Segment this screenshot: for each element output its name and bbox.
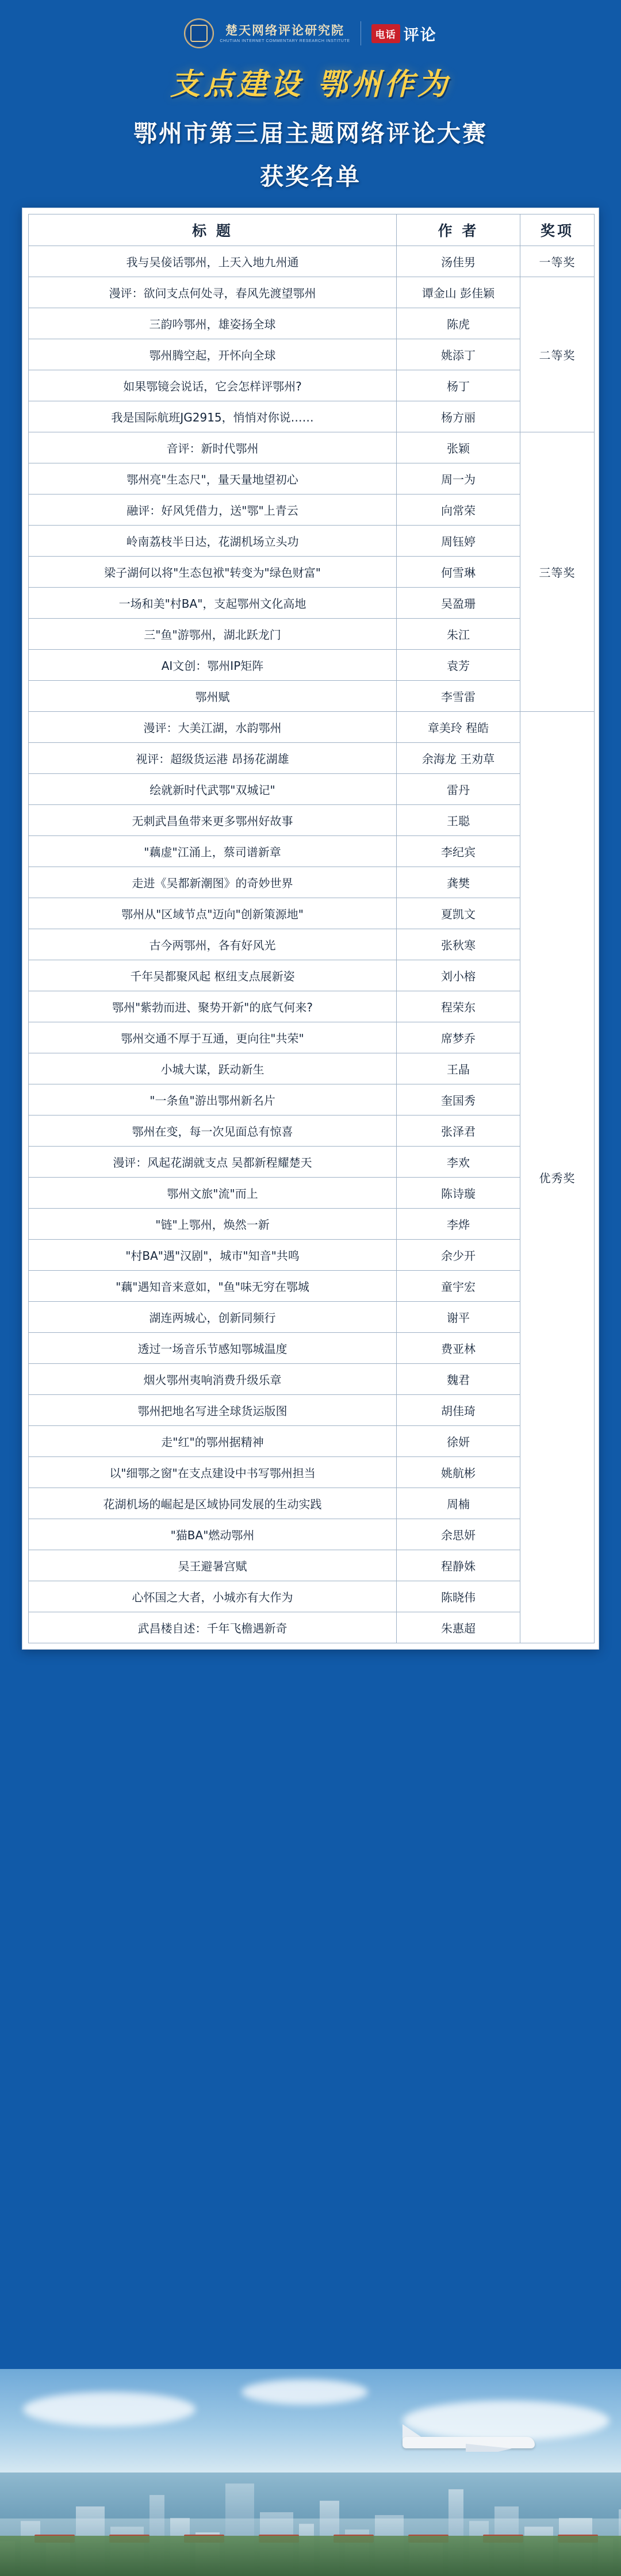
table-row — [29, 836, 595, 867]
cell-title: 漫评：大美江湖，水韵鄂州 — [29, 712, 397, 743]
table-row — [29, 277, 595, 308]
cell-author: 吴盈珊 — [397, 588, 520, 619]
institute-emblem-icon — [184, 18, 214, 48]
column-header-prize: 奖项 — [520, 214, 595, 246]
cell-title: 鄂州从"区域节点"迈向"创新策源地" — [29, 898, 397, 929]
table-row — [29, 1550, 595, 1581]
cell-prize: 三等奖 — [520, 432, 595, 712]
cell-title: 吴王避暑宫赋 — [29, 1550, 397, 1581]
cell-author: 余少开 — [397, 1240, 520, 1271]
table-row — [29, 1053, 595, 1084]
cell-title: 融评：好风凭借力，送"鄂"上青云 — [29, 494, 397, 526]
cell-author: 谭金山 彭佳颖 — [397, 277, 520, 308]
column-header-author: 作 者 — [397, 214, 520, 246]
cell-author: 李雪雷 — [397, 681, 520, 712]
cell-author: 陈虎 — [397, 308, 520, 339]
cell-title: 如果鄂镜会说话，它会怎样评鄂州? — [29, 370, 397, 401]
table-row — [29, 1240, 595, 1271]
column-logo — [371, 22, 437, 45]
cell-title: 走"红"的鄂州据精神 — [29, 1426, 397, 1457]
cell-author: 汤佳男 — [397, 246, 520, 277]
table-row — [29, 1364, 595, 1395]
institute-name-en: CHUTIAN INTERNET COMMENTARY RESEARCH INSTITUTE — [220, 39, 350, 44]
cell-title: 心怀国之大者，小城亦有大作为 — [29, 1581, 397, 1612]
cell-title: 鄂州文旅"流"而上 — [29, 1178, 397, 1209]
table-row — [29, 494, 595, 526]
table-row — [29, 1333, 595, 1364]
cell-author: 谢平 — [397, 1302, 520, 1333]
table-row — [29, 246, 595, 277]
table-row — [29, 805, 595, 836]
table-header-row — [29, 214, 595, 246]
cell-author: 姚添丁 — [397, 339, 520, 370]
cell-author: 姚航彬 — [397, 1457, 520, 1488]
cell-title: 我是国际航班JG2915，悄悄对你说…… — [29, 401, 397, 432]
cell-title: 走进《吴都新潮图》的奇妙世界 — [29, 867, 397, 898]
table-row — [29, 867, 595, 898]
table-row — [29, 712, 595, 743]
table-row — [29, 1209, 595, 1240]
cell-author: 张秋寒 — [397, 929, 520, 960]
cell-author: 魏君 — [397, 1364, 520, 1395]
table-row — [29, 463, 595, 494]
cell-author: 李烨 — [397, 1209, 520, 1240]
table-row — [29, 1116, 595, 1147]
cell-author: 童宇宏 — [397, 1271, 520, 1302]
table-body — [29, 246, 595, 1643]
table-row — [29, 339, 595, 370]
table-row — [29, 370, 595, 401]
cell-title: 武昌楼自述：千年飞檐遇新奇 — [29, 1612, 397, 1643]
table-row — [29, 619, 595, 650]
cell-title: 千年吴都聚风起 枢纽支点展新姿 — [29, 960, 397, 991]
cell-author: 王晶 — [397, 1053, 520, 1084]
cell-author: 张泽君 — [397, 1116, 520, 1147]
cell-title: "链"上鄂州，焕然一新 — [29, 1209, 397, 1240]
cell-title: 鄂州腾空起，开怀向全球 — [29, 339, 397, 370]
cell-title: "一条鱼"游出鄂州新名片 — [29, 1084, 397, 1116]
cell-prize: 二等奖 — [520, 277, 595, 432]
cell-author: 陈诗璇 — [397, 1178, 520, 1209]
table-row — [29, 1147, 595, 1178]
table-row — [29, 991, 595, 1022]
cell-title: AI文创：鄂州IP矩阵 — [29, 650, 397, 681]
cell-author: 余思妍 — [397, 1519, 520, 1550]
cell-title: 鄂州交通不厚于互通，更向往"共荣" — [29, 1022, 397, 1053]
cell-author: 程静姝 — [397, 1550, 520, 1581]
cell-author: 龚樊 — [397, 867, 520, 898]
table-row — [29, 1426, 595, 1457]
cell-title: 小城大谋，跃动新生 — [29, 1053, 397, 1084]
table-row — [29, 1612, 595, 1643]
cell-title: 漫评：欲问支点何处寻，春风先渡望鄂州 — [29, 277, 397, 308]
cell-title: 我与吴倿话鄂州，上天入地九州通 — [29, 246, 397, 277]
cell-title: 音评：新时代鄂州 — [29, 432, 397, 463]
cell-author: 陈晓伟 — [397, 1581, 520, 1612]
cell-author: 杨丁 — [397, 370, 520, 401]
table-row — [29, 1519, 595, 1550]
table-row — [29, 1457, 595, 1488]
cell-title: "猫BA"燃动鄂州 — [29, 1519, 397, 1550]
cell-title: 梁子湖何以将"生态包袱"转变为"绿色财富" — [29, 557, 397, 588]
table-row — [29, 960, 595, 991]
cell-author: 余海龙 王劝草 — [397, 743, 520, 774]
cell-title: "村BA"遇"汉剧"，城市"知音"共鸣 — [29, 1240, 397, 1271]
cell-author: 向常荣 — [397, 494, 520, 526]
cell-title: 湖连两城心，创新同频行 — [29, 1302, 397, 1333]
table-row — [29, 1178, 595, 1209]
cell-author: 费亚林 — [397, 1333, 520, 1364]
cell-title: 花湖机场的崛起是区域协同发展的生动实践 — [29, 1488, 397, 1519]
logo-row — [0, 15, 621, 52]
cell-title: 透过一场音乐节感知鄂城温度 — [29, 1333, 397, 1364]
table-row — [29, 650, 595, 681]
cell-title: 鄂州"紫勃而进、聚势开新"的底气何来? — [29, 991, 397, 1022]
institute-name-cn: 楚天网络评论研究院 — [225, 23, 344, 37]
cell-author: 胡佳琦 — [397, 1395, 520, 1426]
cell-prize: 一等奖 — [520, 246, 595, 277]
table-row — [29, 743, 595, 774]
cell-author: 周一为 — [397, 463, 520, 494]
table-row — [29, 588, 595, 619]
winners-table-container — [22, 208, 599, 1650]
table-row — [29, 1022, 595, 1053]
column-badge-label: 评论 — [403, 26, 437, 44]
cloud — [23, 2392, 195, 2426]
table-row — [29, 1581, 595, 1612]
cell-title: 三韵吟鄂州，雄姿扬全球 — [29, 308, 397, 339]
table-row — [29, 1271, 595, 1302]
table-row — [29, 308, 595, 339]
cell-author: 李欢 — [397, 1147, 520, 1178]
table-row — [29, 401, 595, 432]
cell-title: 岭南荔枝半日达，花湖机场立头功 — [29, 526, 397, 557]
page-subtitle: 获奖名单 — [260, 163, 361, 190]
table-row — [29, 898, 595, 929]
cell-title: 鄂州亮"生态尺"，量天量地望初心 — [29, 463, 397, 494]
table-row — [29, 929, 595, 960]
poster-header — [0, 0, 621, 191]
cell-title: 漫评：风起花湖就支点 吴都新程耀楚天 — [29, 1147, 397, 1178]
cell-title: 一场和美"村BA"，支起鄂州文化高地 — [29, 588, 397, 619]
cell-author: 周钰婷 — [397, 526, 520, 557]
cell-author: 雷丹 — [397, 774, 520, 805]
cell-title: 绘就新时代武鄂"双城记" — [29, 774, 397, 805]
cell-author: 袁芳 — [397, 650, 520, 681]
cell-author: 朱惠超 — [397, 1612, 520, 1643]
page-title: 鄂州市第三届主题网络评论大赛 — [133, 120, 488, 147]
cell-author: 奎国秀 — [397, 1084, 520, 1116]
cell-title: 烟火鄂州夷响消费升级乐章 — [29, 1364, 397, 1395]
cell-author: 席梦乔 — [397, 1022, 520, 1053]
table-row — [29, 681, 595, 712]
cell-author: 夏凯文 — [397, 898, 520, 929]
cell-title: 以"细鄂之窗"在支点建设中书写鄂州担当 — [29, 1457, 397, 1488]
cell-author: 李纪宾 — [397, 836, 520, 867]
cell-title: "藕虚"江涌上，蔡司谱新章 — [29, 836, 397, 867]
cell-title: 古今两鄂州，各有好风光 — [29, 929, 397, 960]
cell-title: "藕"遇知音来意如，"鱼"味无穷在鄂城 — [29, 1271, 397, 1302]
cell-author: 章美玲 程皓 — [397, 712, 520, 743]
table-row — [29, 1084, 595, 1116]
cell-title: 视评：超级货运港 昂扬花湖雄 — [29, 743, 397, 774]
cell-author: 程荣东 — [397, 991, 520, 1022]
cell-author: 王聪 — [397, 805, 520, 836]
cell-author: 朱江 — [397, 619, 520, 650]
cell-title: 无刺武昌鱼带来更多鄂州好故事 — [29, 805, 397, 836]
greenbelt — [0, 2536, 621, 2576]
cell-prize: 优秀奖 — [520, 712, 595, 1643]
cell-title: 鄂州赋 — [29, 681, 397, 712]
footer-photo — [0, 2369, 621, 2576]
table-head — [29, 214, 595, 246]
cell-author: 刘小榕 — [397, 960, 520, 991]
cell-title: 鄂州把地名写进全球货运版图 — [29, 1395, 397, 1426]
airplane-icon — [402, 2424, 546, 2458]
cloud — [241, 2379, 368, 2405]
table-row — [29, 1395, 595, 1426]
poster-slogan: 支点建设 鄂州作为 — [170, 67, 451, 102]
cell-author: 何雪琳 — [397, 557, 520, 588]
table-row — [29, 1302, 595, 1333]
column-header-title: 标 题 — [29, 214, 397, 246]
column-badge-red: 电话 — [371, 24, 400, 43]
table-row — [29, 1488, 595, 1519]
cell-author: 张颖 — [397, 432, 520, 463]
cell-title: 三"鱼"游鄂州，湖北跃龙门 — [29, 619, 397, 650]
cell-title: 鄂州在变，每一次见面总有惊喜 — [29, 1116, 397, 1147]
cell-author: 徐妍 — [397, 1426, 520, 1457]
table-row — [29, 526, 595, 557]
winners-table — [28, 214, 595, 1643]
table-row — [29, 557, 595, 588]
poster-title — [0, 114, 621, 191]
institute-logo — [184, 18, 350, 48]
table-row — [29, 774, 595, 805]
table-row — [29, 432, 595, 463]
cell-author: 杨方丽 — [397, 401, 520, 432]
cell-author: 周楠 — [397, 1488, 520, 1519]
